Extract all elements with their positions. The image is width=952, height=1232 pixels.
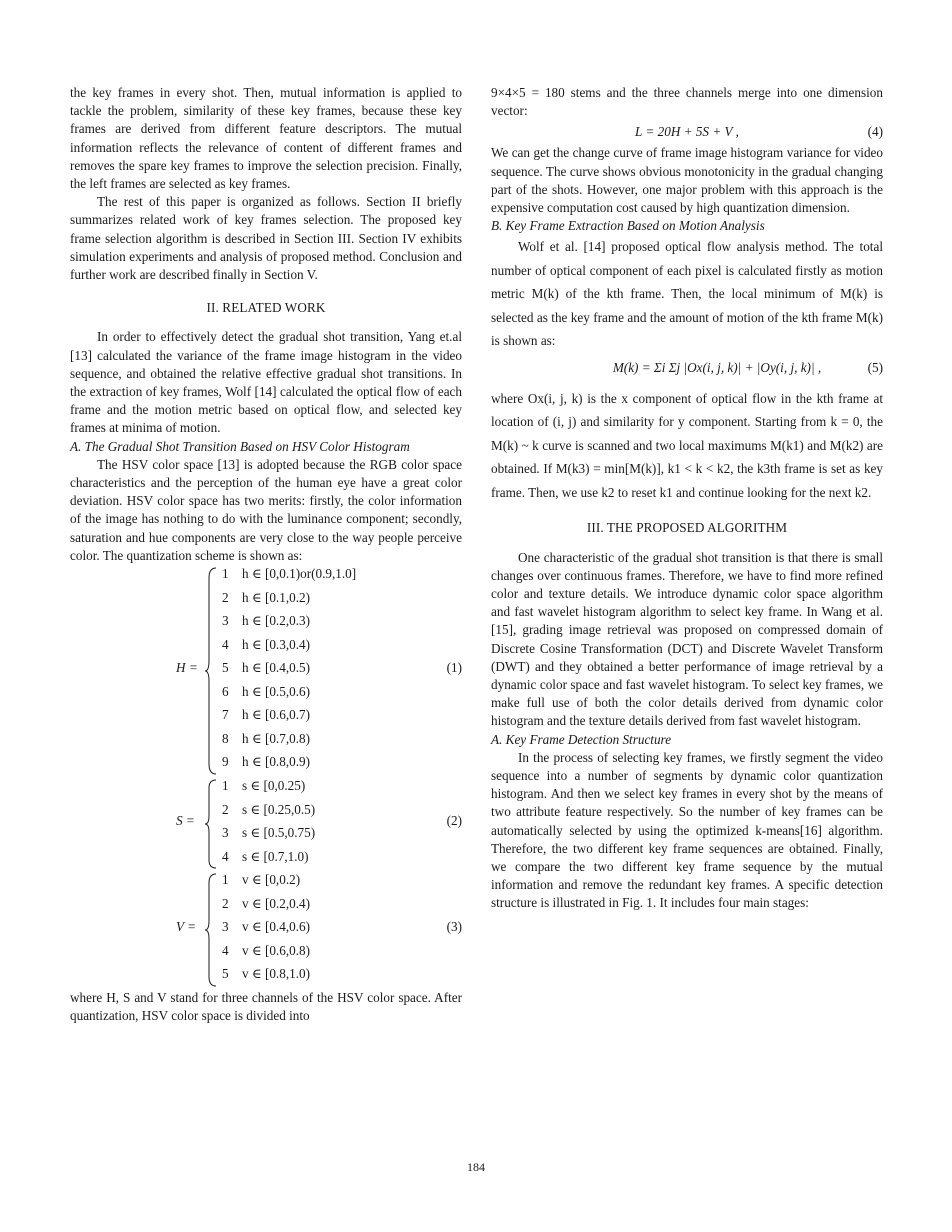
equation-4-number: (4) — [867, 124, 883, 140]
hsv-paragraph: The HSV color space [13] is adopted because the RGB color space characteristics and the perception of the human eye have a great color deviation. HSV color space has two merits: firstly, the color information of the image has nothing to do with the luminance component; secondly, saturation and hue components are very close to the way people perceive color. The quantization scheme is shown as: — [70, 456, 462, 563]
case-condition: v ∈ [0.4,0.6) — [242, 919, 310, 935]
curve-paragraph: We can get the change curve of frame image histogram variance for video sequence. The curve shows obvious monotonicity in the gradual changing part of the shots. However, one major problem with this approach is the expensive computation cost caused by high quantization dimension. — [491, 145, 883, 216]
subsection-heading-motion: B. Key Frame Extraction Based on Motion Analysis — [491, 218, 765, 234]
case-condition: h ∈ [0.1,0.2) — [242, 589, 310, 605]
case-index: 8 — [222, 730, 229, 746]
equation-2 — [70, 777, 462, 871]
brace-icon — [204, 778, 218, 870]
case-index: 1 — [222, 778, 229, 794]
brace-icon — [204, 872, 218, 988]
case-index: 3 — [222, 919, 229, 935]
equation-5-expression: M(k) = Σi Σj |Ox(i, j, k)| + |Oy(i, j, k)| , — [612, 359, 822, 375]
case-index: 5 — [222, 660, 229, 676]
left-column — [70, 84, 462, 1025]
case-index: 2 — [222, 895, 229, 911]
case-index: 4 — [222, 848, 229, 864]
case-condition: v ∈ [0.2,0.4) — [242, 895, 310, 911]
subsection-heading-hsv: A. The Gradual Shot Transition Based on HSV Color Histogram — [70, 438, 410, 454]
case-condition: h ∈ [0,0.1)or(0.9,1.0] — [242, 566, 357, 582]
right-column — [491, 84, 883, 913]
case-index: 6 — [222, 683, 229, 699]
section-heading-proposed: III. THE PROPOSED ALGORITHM — [586, 520, 788, 536]
case-index: 2 — [222, 589, 229, 605]
case-condition: h ∈ [0.8,0.9) — [242, 754, 310, 770]
stems-paragraph: 9×4×5 = 180 stems and the three channels merge into one dimension vector: — [491, 85, 883, 119]
related-work-paragraph: In order to effectively detect the gradual shot transition, Yang et.al [13] calculated the variance of the frame image histogram in the video sequence, and obtained the relative effective gradual shot transitions. In the extraction of key frames, Wolf [14] calculated the optical flow of each frame and the motion metric based on optical flow, and selected key frames at minima of motion. — [70, 329, 462, 436]
equation-5-number: (5) — [867, 359, 883, 375]
equation-1 — [70, 565, 462, 777]
equation-3-number: (3) — [446, 919, 462, 935]
equation-4 — [491, 120, 883, 144]
page-number: 184 — [467, 1160, 485, 1174]
case-condition: h ∈ [0.5,0.6) — [242, 683, 310, 699]
case-index: 1 — [222, 566, 229, 582]
structure-paragraph: In the process of selecting key frames, we firstly segment the video sequence into a number of segments by dynamic color quantization histogram. And then we select key frames in every shot by the means of two attribute feature respectively. So the number of key frames can be automatically selected by using the optimized k-means[16] algorithm. Therefore, the two different key frame sequences are obtained. Finally, we compare the two different key frame sequence by the mutual information and remove the redundant key frames. A specific detection structure is illustrated in Fig. 1. It includes four main stages: — [491, 749, 883, 911]
wolf-paragraph: Wolf et al. [14] proposed optical flow analysis method. The total number of optical component of each pixel is calculated firstly as motion metric M(k) of the kth frame. Then, the local minimum of M(k) is selected as the key frame and the amount of motion of the kth frame M(k) is shown as: — [491, 239, 883, 349]
case-condition: s ∈ [0.7,1.0) — [242, 848, 309, 864]
case-index: 3 — [222, 613, 229, 629]
equation-3 — [70, 871, 462, 989]
case-condition: s ∈ [0,0.25) — [242, 778, 306, 794]
case-condition: s ∈ [0.5,0.75) — [242, 825, 316, 841]
case-condition: h ∈ [0.2,0.3) — [242, 613, 310, 629]
case-index: 4 — [222, 942, 229, 958]
case-index: 2 — [222, 801, 229, 817]
case-index: 4 — [222, 636, 229, 652]
case-condition: v ∈ [0.6,0.8) — [242, 942, 310, 958]
equation-1-number: (1) — [446, 660, 462, 676]
case-index: 5 — [222, 966, 229, 982]
case-index: 1 — [222, 872, 229, 888]
equation-5 — [491, 353, 883, 387]
case-index: 9 — [222, 754, 229, 770]
proposed-paragraph: One characteristic of the gradual shot transition is that there is small changes over continuous frames. Therefore, we have to find more refined color and texture details. We introduce dynamic color space algorithm and fast wavelet histogram algorithm to select key frame. In Wang et al. [15], grading image retrieval was proposed on compressed domain of Discrete Cosine Transformation (DCT) and Discrete Wavelet Transform (DWT) and they obtained a better performance of image retrieval by a dynamic color space and fast wavelet histogram. To select key frames, we make full use of both the color details derived from dynamic color histogram and the texture details derived from fast wavelet histogram. — [491, 549, 883, 729]
organization-paragraph: The rest of this paper is organized as follows. Section II briefly summarizes related work of key frames selection. The proposed key frame selection algorithm is described in Section III. Section IV exhibits simulation experiments and analysis of proposed method. Conclusion and further work are described finally in Section V. — [70, 194, 462, 283]
brace-icon — [204, 566, 218, 776]
case-index: 7 — [222, 707, 229, 723]
case-index: 3 — [222, 825, 229, 841]
equation-2-number: (2) — [446, 813, 462, 829]
equation-1-lhs: H = — [176, 660, 198, 676]
subsection-heading-structure: A. Key Frame Detection Structure — [491, 731, 672, 747]
case-condition: h ∈ [0.4,0.5) — [242, 660, 310, 676]
equation-3-lhs: V = — [176, 919, 197, 935]
equation-4-expression: L = 20H + 5S + V , — [635, 124, 739, 140]
where-hsv-paragraph: where H, S and V stand for three channels of the HSV color space. After quantization, HSV color space is divided into — [70, 990, 462, 1024]
section-heading-related-work: II. RELATED WORK — [206, 300, 326, 316]
intro-paragraph: the key frames in every shot. Then, mutual information is applied to tackle the problem, similarity of these key frames, because these key frames are derived from different feature descriptors. The mutual information reflects the relevance of content of different frames and removes the spare key frames to improve the selection precision. Finally, the left frames are selected as key frames. — [70, 85, 462, 192]
case-condition: s ∈ [0.25,0.5) — [242, 801, 316, 817]
case-condition: h ∈ [0.6,0.7) — [242, 707, 310, 723]
case-condition: h ∈ [0.3,0.4) — [242, 636, 310, 652]
where-optical-flow-paragraph: where Ox(i, j, k) is the x component of optical flow in the kth frame at location of (i, j) and similarity for y component. Starting from k = 0, the M(k) ~ k curve is scanned and two local maximums M(k1) and M(k2) are obtained. If M(k3) = min[M(k)], k1 < k < k2, the k3th frame is set as key frame. Then, we use k2 to reset k1 and continue looking for the next k2. — [491, 390, 883, 500]
case-condition: v ∈ [0.8,1.0) — [242, 966, 310, 982]
equation-2-lhs: S = — [176, 813, 195, 829]
case-condition: h ∈ [0.7,0.8) — [242, 730, 310, 746]
case-condition: v ∈ [0,0.2) — [242, 872, 301, 888]
